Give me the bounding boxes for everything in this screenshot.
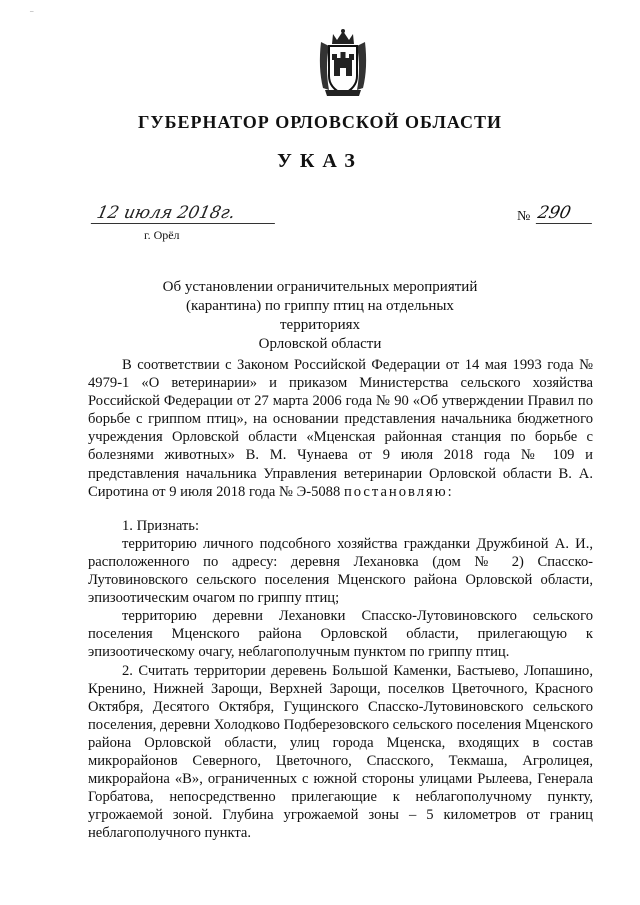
subject-line: Орловской области: [258, 336, 382, 352]
item-1-paragraph-a: территорию личного подсобного хозяйства гражданки Дружбиной А. И., расположенного по адресу: деревня Лехановка (дом № 2) Спасско-Лутовиновского сельского поселения Мценского района Орловской области, эпизоотическим очагом по гриппу птиц;: [88, 535, 593, 607]
subject-line: Об установлении ограничительных мероприятий: [162, 279, 478, 295]
item-1-heading: 1. Признать:: [122, 517, 200, 534]
postanovlyayu-word: постановляю:: [343, 483, 454, 500]
decree-subject: [150, 278, 490, 354]
decree-body: [88, 356, 593, 842]
item-1-paragraph-b: территорию деревни Лехановки Спасско-Лутовиновского сельского поселения Мценского района Орловской области, прилегающую к эпизоотическому очагу, неблагополучным пунктом по гриппу птиц.: [88, 608, 593, 661]
preamble-text: В соответствии с Законом Российской Федерации от 14 мая 1993 года № 4979-1 «О ветеринарии» и приказом Министерства сельского хозяйства Российской Федерации от 27 марта 2006 года № 90 «Об утверждении Правил по борьбе с гриппом птиц», на основании представления начальника бюджетного учреждения Орловской области «Мценская районная станция по борьбе с болезнями животных» В. М. Чунаева от 9 июля 2018 года № 109 и представления начальника Управления ветеринарии Орловской области В. А. Сиротина от 9 июля 2018 года № Э-5088: [88, 357, 593, 500]
item-2-paragraph: 2. Считать территории деревень Большой Каменки, Бастыево, Лопашино, Кренино, Нижней Зарощи, Верхней Зарощи, поселков Цветочного, Красного Октября, Десятого Октября, Гущинского Спасско-Лутовиновского сельского поселения, деревни Холодково Подберезовского сельского поселения Мценского района Орловской области, улиц города Мценска, входящих в состав микрорайонов Северного, Цветочного, Спасского, Текмаша, Агролицея, микрорайона «В», ограниченных с южной стороны улицами Рылеева, Генерала Горбатова, непосредственно прилегающие к неблагополучному пункту, угрожаемой зоной. Глубина угрожаемой зоны – 5 километров от границ неблагополучного пункта.: [88, 662, 593, 842]
paragraph-gap: [88, 501, 593, 517]
handwritten-date: 12 июля 2018г.: [91, 203, 279, 224]
corner-mark: –: [30, 7, 34, 15]
handwritten-number: 290: [536, 203, 596, 224]
coat-of-arms-emblem-icon: [315, 28, 371, 98]
city-label: г. Орёл: [144, 228, 180, 242]
number-label: №: [517, 209, 531, 224]
governor-title: ГУБЕРНАТОР ОРЛОВСКОЙ ОБЛАСТИ: [137, 112, 503, 132]
document-type-heading: УКАЗ: [277, 150, 363, 172]
subject-line: (карантина) по гриппу птиц на отдельных территориях: [186, 298, 454, 333]
preamble-paragraph: [88, 356, 593, 501]
